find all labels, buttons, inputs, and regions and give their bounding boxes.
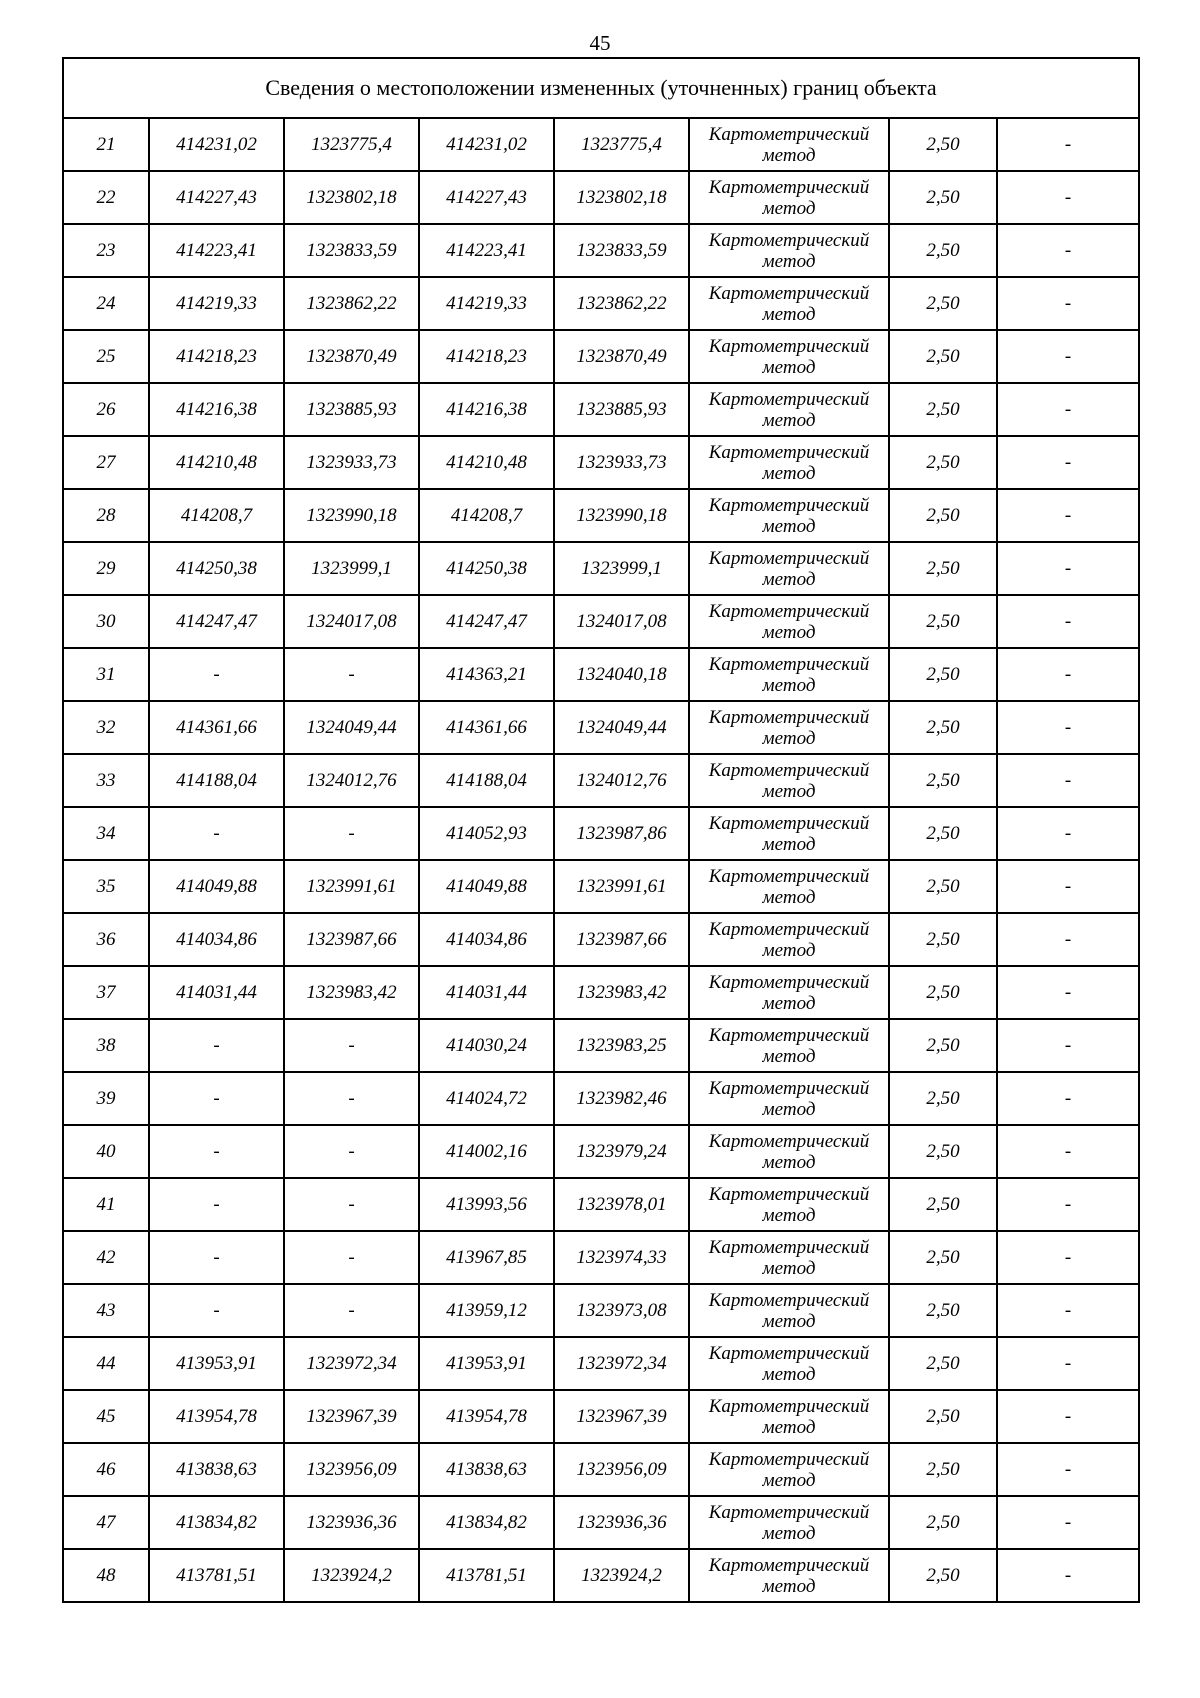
- accuracy-cell: 2,50: [889, 966, 997, 1019]
- method-cell: Картометрический метод: [689, 1337, 889, 1390]
- refined-y-cell: 1324040,18: [554, 648, 689, 701]
- refined-x-cell: 413781,51: [419, 1549, 554, 1602]
- refined-x-cell: 413834,82: [419, 1496, 554, 1549]
- refined-y-cell: 1324012,76: [554, 754, 689, 807]
- existing-y-cell: -: [284, 1178, 419, 1231]
- point-number-cell: 24: [63, 277, 149, 330]
- description-cell: -: [997, 489, 1139, 542]
- table-row: [63, 648, 1139, 701]
- point-number-cell: 38: [63, 1019, 149, 1072]
- point-number-cell: 26: [63, 383, 149, 436]
- description-cell: -: [997, 807, 1139, 860]
- existing-x-cell: -: [149, 1019, 284, 1072]
- table-row: [63, 542, 1139, 595]
- table-row: [63, 171, 1139, 224]
- refined-x-cell: 414218,23: [419, 330, 554, 383]
- existing-y-cell: 1323956,09: [284, 1443, 419, 1496]
- refined-x-cell: 414030,24: [419, 1019, 554, 1072]
- refined-x-cell: 414188,04: [419, 754, 554, 807]
- method-cell: Картометрический метод: [689, 277, 889, 330]
- accuracy-cell: 2,50: [889, 1496, 997, 1549]
- refined-y-cell: 1323983,42: [554, 966, 689, 1019]
- point-number-cell: 48: [63, 1549, 149, 1602]
- method-cell: Картометрический метод: [689, 383, 889, 436]
- table-row: [63, 701, 1139, 754]
- method-cell: Картометрический метод: [689, 1496, 889, 1549]
- refined-x-cell: 414216,38: [419, 383, 554, 436]
- point-number-cell: 44: [63, 1337, 149, 1390]
- point-number-cell: 34: [63, 807, 149, 860]
- refined-x-cell: 413959,12: [419, 1284, 554, 1337]
- existing-y-cell: 1323936,36: [284, 1496, 419, 1549]
- existing-y-cell: 1323933,73: [284, 436, 419, 489]
- accuracy-cell: 2,50: [889, 118, 997, 171]
- table-row: [63, 1549, 1139, 1602]
- description-cell: -: [997, 860, 1139, 913]
- table-row: [63, 489, 1139, 542]
- description-cell: -: [997, 966, 1139, 1019]
- description-cell: -: [997, 1231, 1139, 1284]
- page-number: 45: [589, 31, 611, 55]
- method-cell: Картометрический метод: [689, 966, 889, 1019]
- table-row: [63, 383, 1139, 436]
- existing-x-cell: 413953,91: [149, 1337, 284, 1390]
- table-row: [63, 595, 1139, 648]
- existing-y-cell: 1323967,39: [284, 1390, 419, 1443]
- description-cell: -: [997, 542, 1139, 595]
- point-number-cell: 28: [63, 489, 149, 542]
- description-cell: -: [997, 754, 1139, 807]
- method-cell: Картометрический метод: [689, 1231, 889, 1284]
- description-cell: -: [997, 1443, 1139, 1496]
- refined-x-cell: 414219,33: [419, 277, 554, 330]
- table-row: [63, 807, 1139, 860]
- method-cell: Картометрический метод: [689, 648, 889, 701]
- existing-y-cell: 1323885,93: [284, 383, 419, 436]
- description-cell: -: [997, 330, 1139, 383]
- existing-x-cell: -: [149, 1231, 284, 1284]
- accuracy-cell: 2,50: [889, 224, 997, 277]
- existing-x-cell: 413954,78: [149, 1390, 284, 1443]
- existing-x-cell: 414208,7: [149, 489, 284, 542]
- existing-x-cell: 413838,63: [149, 1443, 284, 1496]
- table-row: [63, 1443, 1139, 1496]
- existing-x-cell: 414231,02: [149, 118, 284, 171]
- accuracy-cell: 2,50: [889, 754, 997, 807]
- method-cell: Картометрический метод: [689, 1019, 889, 1072]
- point-number-cell: 33: [63, 754, 149, 807]
- refined-x-cell: 414208,7: [419, 489, 554, 542]
- method-cell: Картометрический метод: [689, 1284, 889, 1337]
- existing-y-cell: 1323990,18: [284, 489, 419, 542]
- method-cell: Картометрический метод: [689, 171, 889, 224]
- description-cell: -: [997, 171, 1139, 224]
- existing-x-cell: 414049,88: [149, 860, 284, 913]
- existing-y-cell: -: [284, 1284, 419, 1337]
- accuracy-cell: 2,50: [889, 171, 997, 224]
- accuracy-cell: 2,50: [889, 1125, 997, 1178]
- method-cell: Картометрический метод: [689, 701, 889, 754]
- description-cell: -: [997, 436, 1139, 489]
- point-number-cell: 36: [63, 913, 149, 966]
- refined-x-cell: 414024,72: [419, 1072, 554, 1125]
- point-number-cell: 39: [63, 1072, 149, 1125]
- accuracy-cell: 2,50: [889, 436, 997, 489]
- point-number-cell: 22: [63, 171, 149, 224]
- existing-y-cell: 1323972,34: [284, 1337, 419, 1390]
- existing-y-cell: 1323775,4: [284, 118, 419, 171]
- refined-x-cell: 413838,63: [419, 1443, 554, 1496]
- refined-y-cell: 1323982,46: [554, 1072, 689, 1125]
- point-number-cell: 31: [63, 648, 149, 701]
- refined-y-cell: 1323924,2: [554, 1549, 689, 1602]
- existing-y-cell: 1323991,61: [284, 860, 419, 913]
- accuracy-cell: 2,50: [889, 860, 997, 913]
- refined-y-cell: 1323999,1: [554, 542, 689, 595]
- existing-x-cell: 414188,04: [149, 754, 284, 807]
- table-row: [63, 330, 1139, 383]
- accuracy-cell: 2,50: [889, 277, 997, 330]
- description-cell: -: [997, 118, 1139, 171]
- accuracy-cell: 2,50: [889, 648, 997, 701]
- existing-x-cell: 414219,33: [149, 277, 284, 330]
- refined-x-cell: 414250,38: [419, 542, 554, 595]
- existing-y-cell: -: [284, 1019, 419, 1072]
- existing-x-cell: 414216,38: [149, 383, 284, 436]
- description-cell: -: [997, 701, 1139, 754]
- accuracy-cell: 2,50: [889, 595, 997, 648]
- table-row: [63, 224, 1139, 277]
- existing-x-cell: 414247,47: [149, 595, 284, 648]
- method-cell: Картометрический метод: [689, 860, 889, 913]
- refined-x-cell: 414363,21: [419, 648, 554, 701]
- point-number-cell: 43: [63, 1284, 149, 1337]
- table-title-row: [63, 58, 1139, 118]
- accuracy-cell: 2,50: [889, 1072, 997, 1125]
- existing-x-cell: -: [149, 1284, 284, 1337]
- accuracy-cell: 2,50: [889, 1337, 997, 1390]
- existing-x-cell: 414210,48: [149, 436, 284, 489]
- description-cell: -: [997, 277, 1139, 330]
- method-cell: Картометрический метод: [689, 436, 889, 489]
- existing-y-cell: -: [284, 807, 419, 860]
- existing-y-cell: -: [284, 1072, 419, 1125]
- point-number-cell: 46: [63, 1443, 149, 1496]
- refined-x-cell: 414031,44: [419, 966, 554, 1019]
- method-cell: Картометрический метод: [689, 1125, 889, 1178]
- refined-x-cell: 413967,85: [419, 1231, 554, 1284]
- table-row: [63, 966, 1139, 1019]
- description-cell: -: [997, 1337, 1139, 1390]
- refined-y-cell: 1323972,34: [554, 1337, 689, 1390]
- method-cell: Картометрический метод: [689, 1390, 889, 1443]
- accuracy-cell: 2,50: [889, 807, 997, 860]
- boundary-coordinates-table: [62, 57, 1140, 1603]
- existing-y-cell: 1323983,42: [284, 966, 419, 1019]
- existing-y-cell: 1324017,08: [284, 595, 419, 648]
- table-row: [63, 1019, 1139, 1072]
- refined-y-cell: 1323974,33: [554, 1231, 689, 1284]
- existing-x-cell: 414223,41: [149, 224, 284, 277]
- point-number-cell: 35: [63, 860, 149, 913]
- table-row: [63, 1072, 1139, 1125]
- existing-x-cell: 414250,38: [149, 542, 284, 595]
- point-number-cell: 42: [63, 1231, 149, 1284]
- existing-x-cell: -: [149, 1072, 284, 1125]
- method-cell: Картометрический метод: [689, 118, 889, 171]
- table-row: [63, 118, 1139, 171]
- existing-y-cell: 1324012,76: [284, 754, 419, 807]
- point-number-cell: 37: [63, 966, 149, 1019]
- refined-x-cell: 414210,48: [419, 436, 554, 489]
- accuracy-cell: 2,50: [889, 913, 997, 966]
- refined-y-cell: 1323979,24: [554, 1125, 689, 1178]
- refined-y-cell: 1323973,08: [554, 1284, 689, 1337]
- refined-y-cell: 1324017,08: [554, 595, 689, 648]
- accuracy-cell: 2,50: [889, 1390, 997, 1443]
- table-row: [63, 1125, 1139, 1178]
- method-cell: Картометрический метод: [689, 489, 889, 542]
- existing-x-cell: -: [149, 1125, 284, 1178]
- existing-y-cell: -: [284, 648, 419, 701]
- accuracy-cell: 2,50: [889, 1231, 997, 1284]
- accuracy-cell: 2,50: [889, 701, 997, 754]
- existing-x-cell: 414227,43: [149, 171, 284, 224]
- table-row: [63, 1390, 1139, 1443]
- refined-y-cell: 1323956,09: [554, 1443, 689, 1496]
- method-cell: Картометрический метод: [689, 807, 889, 860]
- refined-y-cell: 1323802,18: [554, 171, 689, 224]
- accuracy-cell: 2,50: [889, 1019, 997, 1072]
- existing-x-cell: 414034,86: [149, 913, 284, 966]
- point-number-cell: 45: [63, 1390, 149, 1443]
- point-number-cell: 41: [63, 1178, 149, 1231]
- point-number-cell: 40: [63, 1125, 149, 1178]
- refined-x-cell: 414247,47: [419, 595, 554, 648]
- method-cell: Картометрический метод: [689, 330, 889, 383]
- description-cell: -: [997, 383, 1139, 436]
- refined-y-cell: 1323983,25: [554, 1019, 689, 1072]
- refined-y-cell: 1323990,18: [554, 489, 689, 542]
- method-cell: Картометрический метод: [689, 1443, 889, 1496]
- table-row: [63, 1284, 1139, 1337]
- description-cell: -: [997, 1072, 1139, 1125]
- existing-x-cell: 413781,51: [149, 1549, 284, 1602]
- accuracy-cell: 2,50: [889, 383, 997, 436]
- accuracy-cell: 2,50: [889, 1284, 997, 1337]
- table-title: Сведения о местоположении измененных (уточненных) границ объекта: [63, 58, 1139, 118]
- table-row: [63, 277, 1139, 330]
- refined-x-cell: 413954,78: [419, 1390, 554, 1443]
- refined-y-cell: 1324049,44: [554, 701, 689, 754]
- refined-y-cell: 1323987,66: [554, 913, 689, 966]
- existing-y-cell: 1323987,66: [284, 913, 419, 966]
- method-cell: Картометрический метод: [689, 1178, 889, 1231]
- refined-y-cell: 1323862,22: [554, 277, 689, 330]
- existing-y-cell: 1323862,22: [284, 277, 419, 330]
- description-cell: -: [997, 1178, 1139, 1231]
- refined-x-cell: 414361,66: [419, 701, 554, 754]
- method-cell: Картометрический метод: [689, 754, 889, 807]
- refined-x-cell: 414034,86: [419, 913, 554, 966]
- refined-x-cell: 413993,56: [419, 1178, 554, 1231]
- existing-x-cell: 413834,82: [149, 1496, 284, 1549]
- point-number-cell: 30: [63, 595, 149, 648]
- point-number-cell: 27: [63, 436, 149, 489]
- description-cell: -: [997, 1390, 1139, 1443]
- refined-y-cell: 1323775,4: [554, 118, 689, 171]
- refined-x-cell: 414052,93: [419, 807, 554, 860]
- refined-x-cell: 414223,41: [419, 224, 554, 277]
- existing-x-cell: 414031,44: [149, 966, 284, 1019]
- description-cell: -: [997, 595, 1139, 648]
- refined-y-cell: 1323885,93: [554, 383, 689, 436]
- method-cell: Картометрический метод: [689, 595, 889, 648]
- refined-x-cell: 414049,88: [419, 860, 554, 913]
- accuracy-cell: 2,50: [889, 542, 997, 595]
- table-row: [63, 913, 1139, 966]
- method-cell: Картометрический метод: [689, 913, 889, 966]
- table-row: [63, 1337, 1139, 1390]
- description-cell: -: [997, 1496, 1139, 1549]
- existing-x-cell: -: [149, 807, 284, 860]
- point-number-cell: 29: [63, 542, 149, 595]
- refined-x-cell: 414227,43: [419, 171, 554, 224]
- existing-y-cell: 1324049,44: [284, 701, 419, 754]
- existing-y-cell: 1323833,59: [284, 224, 419, 277]
- table-row: [63, 754, 1139, 807]
- description-cell: -: [997, 1284, 1139, 1337]
- accuracy-cell: 2,50: [889, 1549, 997, 1602]
- refined-x-cell: 414231,02: [419, 118, 554, 171]
- refined-x-cell: 414002,16: [419, 1125, 554, 1178]
- table-row: [63, 1231, 1139, 1284]
- method-cell: Картометрический метод: [689, 1072, 889, 1125]
- description-cell: -: [997, 224, 1139, 277]
- existing-y-cell: 1323924,2: [284, 1549, 419, 1602]
- accuracy-cell: 2,50: [889, 489, 997, 542]
- accuracy-cell: 2,50: [889, 330, 997, 383]
- point-number-cell: 21: [63, 118, 149, 171]
- method-cell: Картометрический метод: [689, 224, 889, 277]
- existing-y-cell: 1323870,49: [284, 330, 419, 383]
- description-cell: -: [997, 1019, 1139, 1072]
- existing-x-cell: 414361,66: [149, 701, 284, 754]
- table-row: [63, 436, 1139, 489]
- refined-y-cell: 1323967,39: [554, 1390, 689, 1443]
- point-number-cell: 47: [63, 1496, 149, 1549]
- table-row: [63, 1496, 1139, 1549]
- method-cell: Картометрический метод: [689, 1549, 889, 1602]
- description-cell: -: [997, 1125, 1139, 1178]
- refined-y-cell: 1323833,59: [554, 224, 689, 277]
- description-cell: -: [997, 648, 1139, 701]
- description-cell: -: [997, 913, 1139, 966]
- refined-x-cell: 413953,91: [419, 1337, 554, 1390]
- accuracy-cell: 2,50: [889, 1178, 997, 1231]
- method-cell: Картометрический метод: [689, 542, 889, 595]
- point-number-cell: 23: [63, 224, 149, 277]
- accuracy-cell: 2,50: [889, 1443, 997, 1496]
- refined-y-cell: 1323933,73: [554, 436, 689, 489]
- point-number-cell: 25: [63, 330, 149, 383]
- point-number-cell: 32: [63, 701, 149, 754]
- table-row: [63, 860, 1139, 913]
- existing-x-cell: -: [149, 648, 284, 701]
- existing-y-cell: 1323802,18: [284, 171, 419, 224]
- refined-y-cell: 1323870,49: [554, 330, 689, 383]
- existing-y-cell: -: [284, 1125, 419, 1178]
- refined-y-cell: 1323987,86: [554, 807, 689, 860]
- existing-x-cell: 414218,23: [149, 330, 284, 383]
- refined-y-cell: 1323936,36: [554, 1496, 689, 1549]
- existing-x-cell: -: [149, 1178, 284, 1231]
- existing-y-cell: -: [284, 1231, 419, 1284]
- existing-y-cell: 1323999,1: [284, 542, 419, 595]
- table-row: [63, 1178, 1139, 1231]
- refined-y-cell: 1323991,61: [554, 860, 689, 913]
- description-cell: -: [997, 1549, 1139, 1602]
- refined-y-cell: 1323978,01: [554, 1178, 689, 1231]
